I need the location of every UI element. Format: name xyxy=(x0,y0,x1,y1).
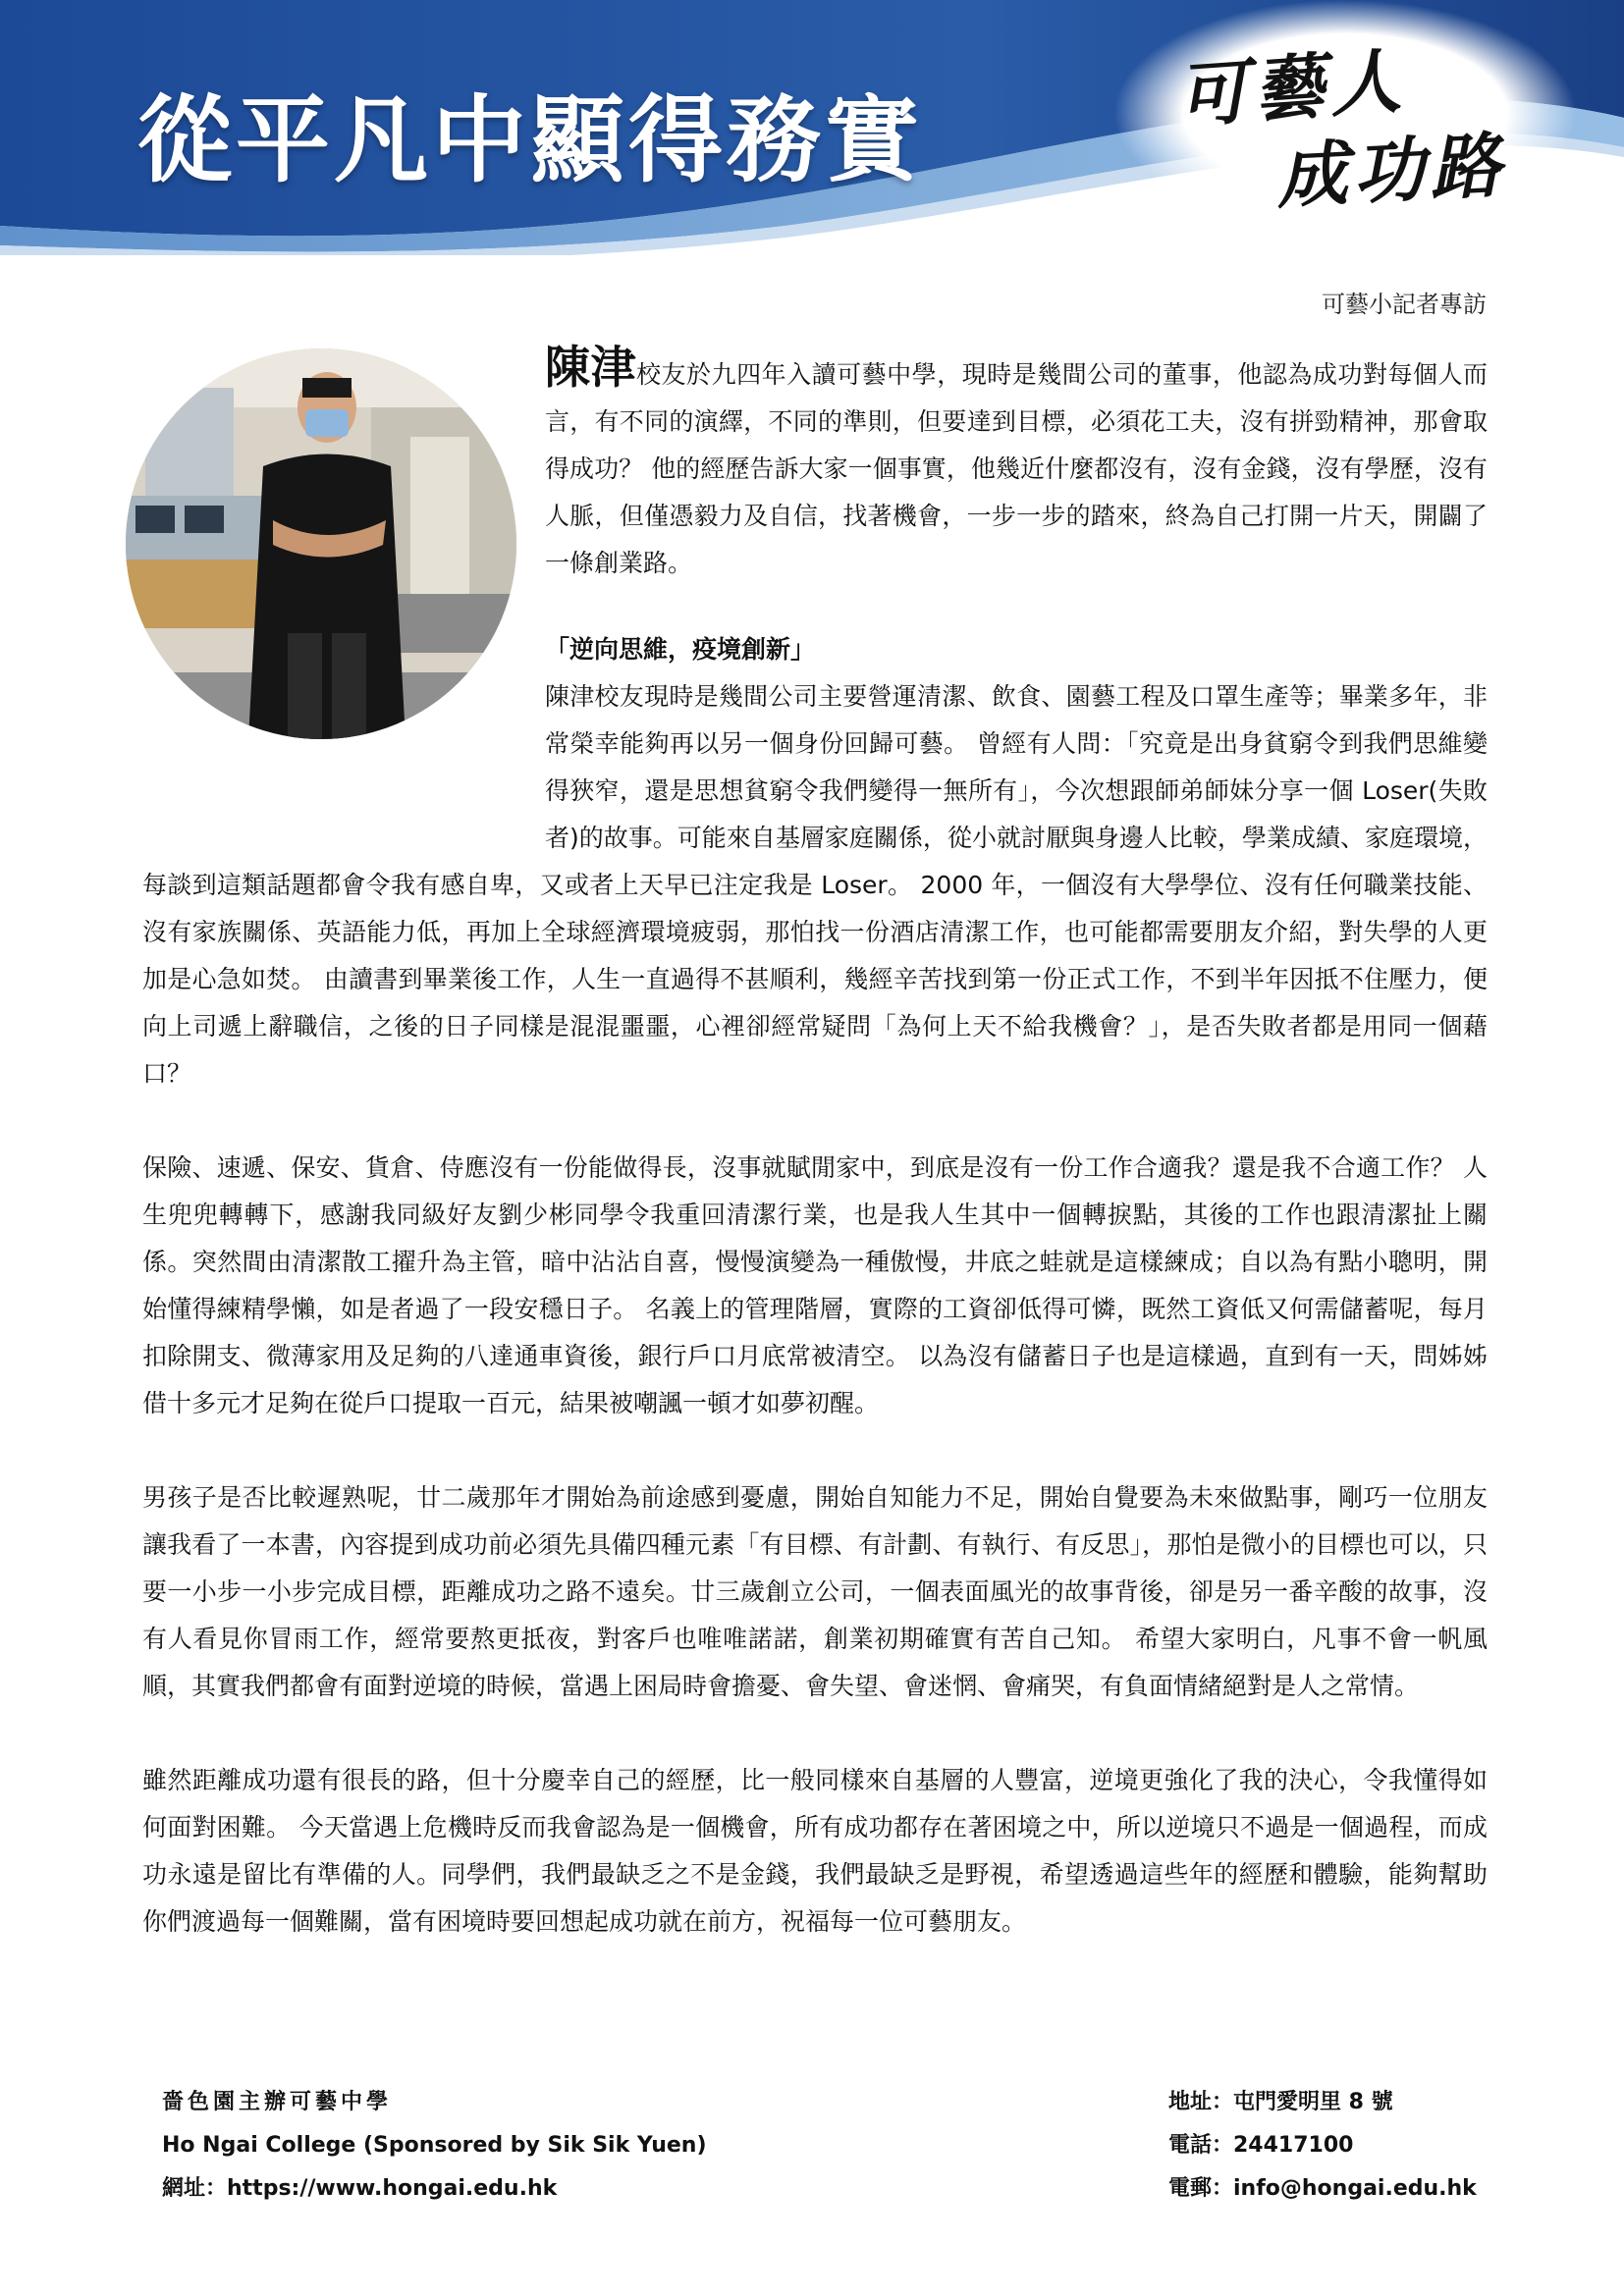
article-body xyxy=(142,341,1488,1946)
phone: 電話：24417100 xyxy=(1168,2133,1354,2158)
byline: 可藝小記者專訪 xyxy=(1322,291,1487,318)
logo-line-1: 可藝人 xyxy=(1173,37,1410,138)
address: 地址：屯門愛明里 8 號 xyxy=(1168,2090,1393,2114)
paragraph-3: 男孩子是否比較遲熟呢，廿二歲那年才開始為前途感到憂慮，開始自知能力不足，開始自覺要為未來做點事，剛巧一位朋友讓我看了一本書，內容提到成功前必須先具備四種元素「有目標、有計劃、有執行、有反思」，那怕是微小的目標也可以，只要一小步一小步完成目標，距離成功之路不遠矣。廿三歲創立公司，一個表面風光的故事背後，卻是另一番辛酸的故事，沒有人看見你冒雨工作，經常要熬更抵夜，對客戶也唯唯諾諾，創業初期確實有苦自己知。 希望大家明白，凡事不會一帆風順，其實我們都會有面對逆境的時候，當遇上困局時會擔憂、會失望、會迷惘、會痛哭，有負面情緒絕對是人之常情。 xyxy=(142,1483,1488,1700)
logo-line-2: 成功路 xyxy=(1274,122,1509,219)
footer-left xyxy=(162,2081,707,2211)
paragraph-1: 陳津校友現時是幾間公司主要營運清潔、飲食、園藝工程及口罩生產等；畢業多年，非常榮幸能夠再以另一個身份回歸可藝。 曾經有人問：「究竟是出身貧窮令到我們思維變得狹窄，還是思想貧窮令我們變得一無所有」，今次想跟師弟師妹分享一個 Loser(失敗者)的故事。可能來自基層家庭關係，從小就討厭與身邊人比較，學業成績、家庭環境，每談到這類話題都會令我有感自卑，又或者上天早已注定我是 Loser。 2000 年，一個沒有大學學位、沒有任何職業技能、沒有家族關係、英語能力低，再加上全球經濟環境疲弱，那怕找一份酒店清潔工作，也可能都需要朋友介紹，對失學的人更加是心急如焚。 由讀書到畢業後工作，人生一直過得不甚順利，幾經辛苦找到第一份正式工作，不到半年因抵不住壓力，便向上司遞上辭職信，之後的日子同樣是混混噩噩，心裡卻經常疑問「為何上天不給我機會？」，是否失敗者都是用同一個藉口？ xyxy=(142,682,1488,1088)
photo-wrap-spacer xyxy=(142,344,545,854)
footer xyxy=(0,2061,1624,2218)
paragraph-4: 雖然距離成功還有很長的路，但十分慶幸自己的經歷，比一般同樣來自基層的人豐富，逆境更強化了我的決心，令我懂得如何面對困難。 今天當遇上危機時反而我會認為是一個機會，所有成功都存在著困境之中，所以逆境只不過是一個過程，而成功永遠是留比有準備的人。同學們，我們最缺乏之不是金錢，我們最缺乏是野視，希望透過這些年的經歷和體驗，能夠幫助你們渡過每一個難關，當有困境時要回想起成功就在前方，祝福每一位可藝朋友。 xyxy=(142,1766,1488,1936)
footer-right xyxy=(1168,2081,1477,2211)
website-link[interactable]: 網址：https://www.hongai.edu.hk xyxy=(162,2176,558,2201)
section-heading: 「逆向思維，疫境創新」 xyxy=(545,635,816,664)
lead-name: 陳津 xyxy=(545,341,637,394)
school-name-cn: 嗇色園主辦可藝中學 xyxy=(162,2090,393,2114)
logo-badge xyxy=(1129,8,1561,219)
lead-text: 校友於九四年入讀可藝中學，現時是幾間公司的董事，他認為成功對每個人而言，有不同的演繹，不同的準則，但要達到目標，必須花工夫，沒有拼勁精神，那會取得成功？ 他的經歷告訴大家一個事實，他幾近什麼都沒有，沒有金錢，沒有學歷，沒有人脈，但僅憑毅力及自信，找著機會，一步一步的踏來，終為自己打開一片天，開闢了一條創業路。 xyxy=(545,360,1488,577)
paragraph-2: 保險、速遞、保安、貨倉、侍應沒有一份能做得長，沒事就賦閒家中，到底是沒有一份工作合適我？還是我不合適工作？ 人生兜兜轉轉下，感謝我同級好友劉少彬同學令我重回清潔行業，也是我人生其中一個轉捩點，其後的工作也跟清潔扯上關係。突然間由清潔散工擢升為主管，暗中沾沾自喜，慢慢演變為一種傲慢，井底之蛙就是這樣練成；自以為有點小聰明，開始懂得練精學懶，如是者過了一段安穩日子。 名義上的管理階層，實際的工資卻低得可憐，既然工資低又何需儲蓄呢，每月扣除開支、微薄家用及足夠的八達通車資後，銀行戶口月底常被清空。 以為沒有儲蓄日子也是這樣過，直到有一天，問姊姊借十多元才足夠在從戶口提取一百元，結果被嘲諷一頓才如夢初醒。 xyxy=(142,1153,1488,1417)
school-name-en: Ho Ngai College (Sponsored by Sik Sik Yuen) xyxy=(162,2133,707,2158)
email-link[interactable]: 電郵：info@hongai.edu.hk xyxy=(1168,2176,1477,2201)
page-title: 從平凡中顯得務實 xyxy=(137,85,923,195)
